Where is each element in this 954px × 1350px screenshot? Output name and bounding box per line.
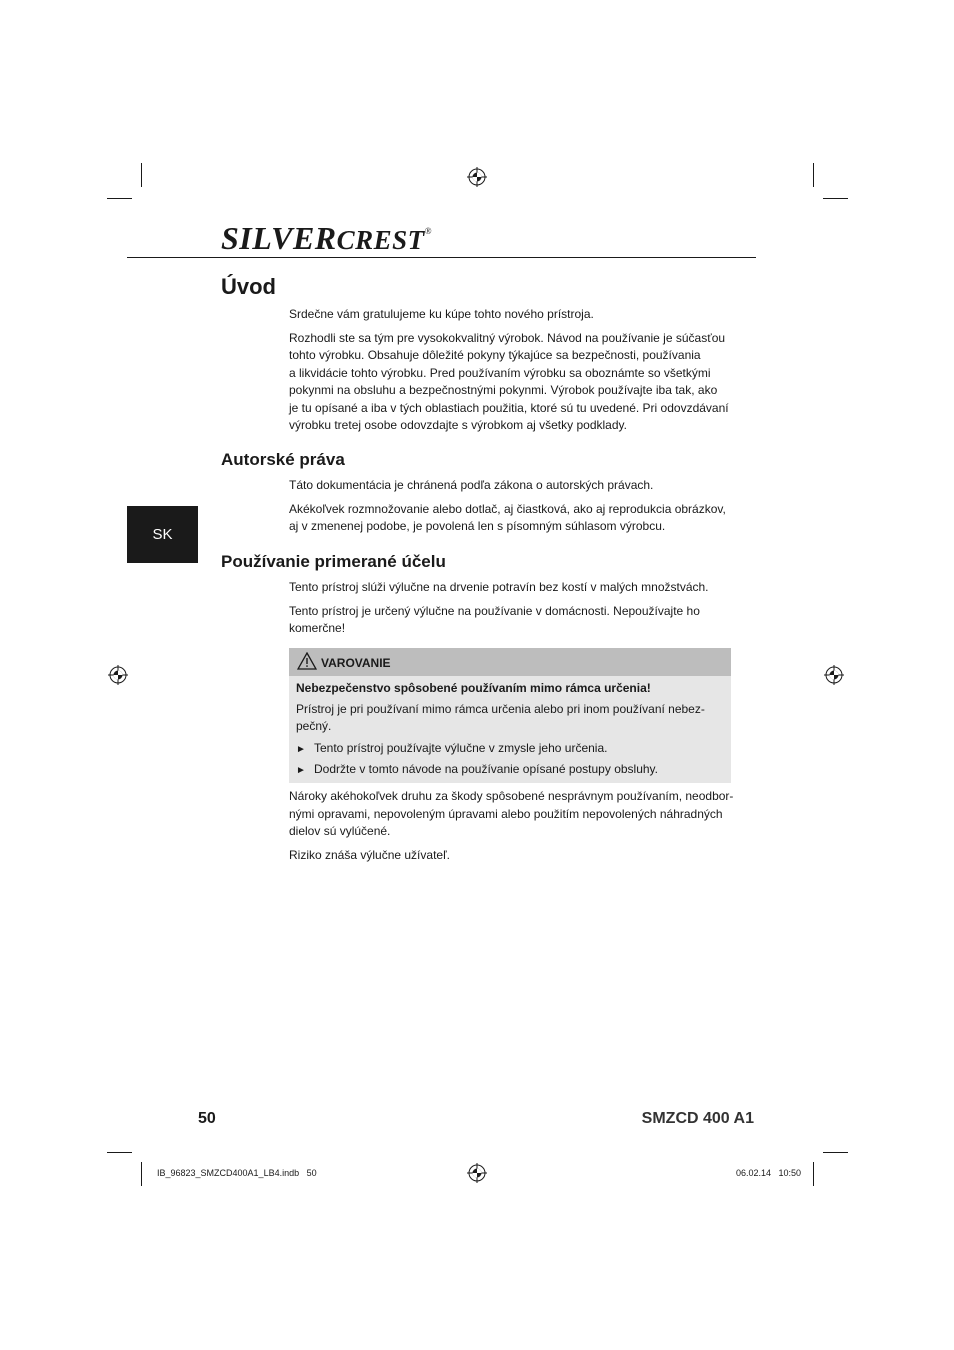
- bullet-text: Dodržte v tomto návode na používanie opísané postupy obsluhy.: [314, 762, 658, 776]
- text-line: Tento prístroj je určený výlučne na používanie v domácnosti. Nepoužívajte ho: [289, 603, 700, 618]
- warning-label: VAROVANIE: [321, 656, 391, 670]
- text-line: výrobku tretej osobe odovzdajte s výrobkom aj všetky podklady.: [289, 418, 627, 432]
- bullet-arrow-icon: ►: [296, 765, 306, 776]
- text-line: je tu opísané a iba v tých oblastiach použitia, ktoré sú tu uvedené. Pri odovzdávaní: [289, 400, 729, 415]
- section-heading-intended-use: Používanie primerané účelu: [221, 552, 446, 571]
- warning-bullet: [296, 761, 726, 780]
- page-number: 50: [198, 1110, 216, 1127]
- text-line: pečný.: [296, 719, 332, 733]
- registration-mark-icon: [467, 1163, 487, 1183]
- claims-paragraph: [289, 788, 739, 841]
- intro-paragraph: [289, 330, 739, 435]
- brand-logo-part: CREST: [336, 225, 425, 255]
- warning-text: [296, 701, 726, 736]
- intro-section: [289, 306, 739, 435]
- text-line: nými opravami, nepovoleným úpravami alebo použitím nepovolených náhradných: [289, 806, 723, 821]
- text-line: tohto výrobku. Obsahuje dôležité pokyny týkajúce sa bezpečnosti, používania: [289, 348, 701, 362]
- crop-mark: [823, 198, 848, 199]
- text-line: aj v zmenenej podobe, je povolená len s písomným súhlasom výrobcu.: [289, 519, 666, 533]
- claims-section: [289, 788, 739, 864]
- warning-bullet: [296, 740, 726, 759]
- warning-content: [296, 680, 726, 780]
- text-line: a likvidácie tohto výrobku. Pred používaním výrobku sa oboznámte so všetkými: [289, 365, 711, 380]
- section-heading-copyright: Autorské práva: [221, 450, 345, 469]
- crop-mark: [107, 198, 132, 199]
- copyright-paragraph: Táto dokumentácia je chránená podľa zákona o autorských právach.: [289, 478, 654, 492]
- crop-mark: [813, 163, 814, 187]
- crop-mark: [141, 1162, 142, 1186]
- copyright-section: [289, 477, 739, 536]
- warning-headline: Nebezpečenstvo spôsobené používaním mimo rámca určenia!: [296, 681, 651, 695]
- intro-paragraph: Srdečne vám gratulujeme ku kúpe tohto nového prístroja.: [289, 307, 594, 321]
- registration-mark-icon: [824, 665, 844, 685]
- bullet-arrow-icon: ►: [296, 743, 306, 755]
- copyright-paragraph: [289, 501, 739, 536]
- language-tab: SK: [127, 506, 198, 563]
- registration-mark-icon: [467, 167, 487, 187]
- header-rule: [127, 257, 756, 258]
- text-line: Akékoľvek rozmnožovanie alebo dotlač, aj čiastková, ako aj reprodukcia obrázkov,: [289, 501, 726, 516]
- crop-mark: [823, 1152, 848, 1153]
- registration-mark-icon: [108, 665, 128, 685]
- print-slug-file: IB_96823_SMZCD400A1_LB4.indb 50: [157, 1168, 317, 1178]
- print-slug-date: 06.02.14 10:50: [736, 1168, 802, 1178]
- text-line: Nároky akéhokoľvek druhu za škody spôsobené nesprávnym používaním, neodbor-: [289, 789, 734, 803]
- bullet-text: Tento prístroj používajte výlučne v zmysle jeho určenia.: [314, 740, 608, 755]
- brand-logo: [221, 220, 432, 257]
- intended-use-paragraph: [289, 603, 739, 638]
- crop-mark: [141, 163, 142, 187]
- page-title: Úvod: [221, 274, 276, 299]
- crop-mark: [813, 1162, 814, 1186]
- crop-mark: [107, 1152, 132, 1153]
- model-number: SMZCD 400 A1: [641, 1110, 754, 1127]
- intended-use-section: [289, 579, 739, 638]
- warning-triangle-icon: [297, 652, 317, 670]
- text-line: Rozhodli ste sa tým pre vysokokvalitný výrobok. Návod na používanie je súčasťou: [289, 330, 726, 345]
- registered-mark: ®: [424, 226, 433, 236]
- brand-logo-part: SILVER: [221, 220, 337, 256]
- text-line: dielov sú vylúčené.: [289, 824, 391, 838]
- text-line: Prístroj je pri používaní mimo rámca určenia alebo pri inom používaní nebez-: [296, 701, 705, 716]
- claims-paragraph: Riziko znáša výlučne užívateľ.: [289, 847, 450, 862]
- text-line: pokynmi na obsluhu a bezpečnostnými pokynmi. Výrobok používajte iba tak, ako: [289, 383, 718, 397]
- intended-use-paragraph: Tento prístroj slúži výlučne na drvenie potravín bez kostí v malých množstvách.: [289, 580, 709, 594]
- text-line: komerčne!: [289, 621, 346, 635]
